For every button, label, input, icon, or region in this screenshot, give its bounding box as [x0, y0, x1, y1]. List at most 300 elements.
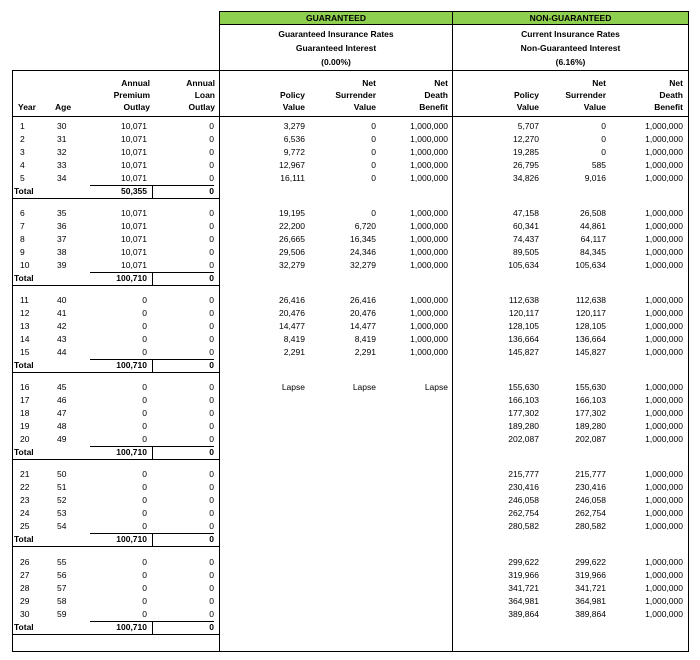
total-divider — [152, 621, 153, 634]
cell-ng-death-benefit: 1,000,000 — [645, 508, 683, 518]
cell-ng-surrender-value: 177,302 — [575, 408, 606, 418]
cell-premium: 10,071 — [121, 160, 147, 170]
cell-ng-policy-value: 202,087 — [508, 434, 539, 444]
cell-ng-policy-value: 189,280 — [508, 421, 539, 431]
cell-premium: 0 — [142, 521, 147, 531]
cell-ng-death-benefit: 1,000,000 — [645, 234, 683, 244]
cell-loan: 0 — [209, 208, 214, 218]
cell-ng-death-benefit: 1,000,000 — [645, 482, 683, 492]
cell-loan: 0 — [209, 221, 214, 231]
total-underline — [12, 459, 220, 460]
cell-loan: 0 — [209, 609, 214, 619]
cell-age: 57 — [57, 583, 67, 593]
cell-g-policy-value: 20,476 — [279, 308, 305, 318]
cell-premium: 10,071 — [121, 247, 147, 257]
cell-year: 4 — [20, 160, 25, 170]
cell-loan: 0 — [209, 557, 214, 567]
cell-ng-policy-value: 246,058 — [508, 495, 539, 505]
cell-year: 18 — [20, 408, 30, 418]
cell-ng-surrender-value: 9,016 — [584, 173, 606, 183]
cell-ng-surrender-value: 202,087 — [575, 434, 606, 444]
total-underline — [12, 546, 220, 547]
cell-ng-death-benefit: 1,000,000 — [645, 408, 683, 418]
col-g-death-2: Death — [424, 90, 448, 100]
cell-age: 35 — [57, 208, 67, 218]
cell-age: 52 — [57, 495, 67, 505]
cell-premium: 0 — [142, 421, 147, 431]
cell-ng-policy-value: 47,158 — [513, 208, 539, 218]
non-guaranteed-interest-rate: (6.16%) — [555, 57, 586, 67]
cell-g-policy-value: 3,279 — [283, 121, 305, 131]
cell-g-surrender-value: 2,291 — [354, 347, 376, 357]
cell-ng-death-benefit: 1,000,000 — [645, 247, 683, 257]
cell-ng-surrender-value: 120,117 — [575, 308, 606, 318]
cell-age: 40 — [57, 295, 67, 305]
cell-loan: 0 — [209, 308, 214, 318]
cell-g-death-benefit: 1,000,000 — [410, 295, 448, 305]
cell-ng-surrender-value: 262,754 — [575, 508, 606, 518]
col-loan-2: Loan — [194, 90, 215, 100]
cell-g-policy-value: 12,967 — [279, 160, 305, 170]
cell-g-death-benefit: Lapse — [424, 382, 448, 392]
col-age: Age — [55, 102, 72, 112]
cell-ng-policy-value: 128,105 — [508, 321, 539, 331]
total-premium: 100,710 — [116, 447, 147, 457]
cell-year: 3 — [20, 147, 25, 157]
cell-loan: 0 — [209, 570, 214, 580]
cell-age: 31 — [57, 134, 67, 144]
cell-year: 15 — [20, 347, 30, 357]
cell-premium: 0 — [142, 495, 147, 505]
cell-ng-death-benefit: 1,000,000 — [645, 395, 683, 405]
cell-ng-death-benefit: 1,000,000 — [645, 134, 683, 144]
cell-ng-surrender-value: 319,966 — [575, 570, 606, 580]
cell-loan: 0 — [209, 395, 214, 405]
cell-ng-policy-value: 341,721 — [508, 583, 539, 593]
cell-ng-policy-value: 155,630 — [508, 382, 539, 392]
total-label: Total — [14, 622, 34, 632]
guaranteed-interest-rate: (0.00%) — [321, 57, 351, 67]
cell-premium: 10,071 — [121, 208, 147, 218]
cell-ng-policy-value: 89,505 — [513, 247, 539, 257]
cell-g-surrender-value: 24,346 — [350, 247, 376, 257]
cell-age: 37 — [57, 234, 67, 244]
cell-ng-policy-value: 19,285 — [513, 147, 539, 157]
cell-ng-death-benefit: 1,000,000 — [645, 609, 683, 619]
col-premium-1: Annual — [121, 78, 150, 88]
cell-g-death-benefit: 1,000,000 — [410, 173, 448, 183]
cell-g-policy-value: 29,506 — [279, 247, 305, 257]
cell-premium: 0 — [142, 395, 147, 405]
cell-age: 51 — [57, 482, 67, 492]
cell-year: 8 — [20, 234, 25, 244]
cell-premium: 0 — [142, 382, 147, 392]
total-premium: 100,710 — [116, 622, 147, 632]
cell-premium: 0 — [142, 570, 147, 580]
total-loan: 0 — [209, 534, 214, 544]
total-premium: 100,710 — [116, 273, 147, 283]
cell-premium: 0 — [142, 295, 147, 305]
cell-loan: 0 — [209, 421, 214, 431]
total-underline — [12, 285, 220, 286]
cell-premium: 0 — [142, 557, 147, 567]
cell-premium: 0 — [142, 508, 147, 518]
cell-g-death-benefit: 1,000,000 — [410, 247, 448, 257]
cell-year: 20 — [20, 434, 30, 444]
cell-year: 11 — [20, 295, 29, 305]
cell-year: 14 — [20, 334, 30, 344]
col-loan-3: Outlay — [188, 102, 215, 112]
cell-g-surrender-value: 0 — [371, 134, 376, 144]
header-separator — [219, 70, 689, 71]
cell-ng-death-benefit: 1,000,000 — [645, 321, 683, 331]
total-divider — [152, 272, 153, 285]
cell-year: 10 — [20, 260, 30, 270]
total-underline — [12, 634, 220, 635]
cell-ng-death-benefit: 1,000,000 — [645, 557, 683, 567]
cell-ng-death-benefit: 1,000,000 — [645, 570, 683, 580]
cell-year: 13 — [20, 321, 30, 331]
non-guaranteed-interest-label: Non-Guaranteed Interest — [520, 43, 621, 53]
cell-g-surrender-value: 0 — [371, 121, 376, 131]
cell-loan: 0 — [209, 260, 214, 270]
cell-age: 46 — [57, 395, 67, 405]
cell-premium: 0 — [142, 408, 147, 418]
cell-ng-surrender-value: 0 — [601, 147, 606, 157]
cell-g-death-benefit: 1,000,000 — [410, 308, 448, 318]
cell-ng-surrender-value: 128,105 — [575, 321, 606, 331]
cell-age: 44 — [57, 347, 67, 357]
cell-g-policy-value: 14,477 — [279, 321, 305, 331]
cell-ng-death-benefit: 1,000,000 — [645, 583, 683, 593]
cell-g-surrender-value: 14,477 — [350, 321, 376, 331]
cell-g-surrender-value: 0 — [371, 147, 376, 157]
cell-loan: 0 — [209, 408, 214, 418]
cell-year: 23 — [20, 495, 30, 505]
cell-ng-policy-value: 120,117 — [508, 308, 539, 318]
cell-loan: 0 — [209, 334, 214, 344]
cell-premium: 10,071 — [121, 121, 147, 131]
cell-premium: 0 — [142, 334, 147, 344]
cell-ng-death-benefit: 1,000,000 — [645, 521, 683, 531]
cell-year: 1 — [20, 121, 25, 131]
cell-age: 32 — [57, 147, 67, 157]
cell-age: 38 — [57, 247, 67, 257]
cell-ng-surrender-value: 84,345 — [580, 247, 606, 257]
cell-ng-death-benefit: 1,000,000 — [645, 334, 683, 344]
cell-age: 59 — [57, 609, 67, 619]
col-ng-death-1: Net — [669, 78, 683, 88]
cell-ng-surrender-value: 0 — [601, 134, 606, 144]
cell-g-death-benefit: 1,000,000 — [410, 208, 448, 218]
col-g-surrender-1: Net — [362, 78, 376, 88]
cell-ng-surrender-value: 44,861 — [580, 221, 606, 231]
col-ng-surrender-2: Surrender — [565, 90, 606, 100]
cell-age: 41 — [57, 308, 67, 318]
cell-year: 27 — [20, 570, 30, 580]
cell-premium: 0 — [142, 434, 147, 444]
col-loan-1: Annual — [186, 78, 215, 88]
col-g-value-1: Policy — [279, 90, 305, 100]
cell-g-policy-value: 16,111 — [280, 173, 305, 183]
cell-g-policy-value: 6,536 — [283, 134, 305, 144]
cell-ng-policy-value: 177,302 — [508, 408, 539, 418]
cell-ng-policy-value: 280,582 — [508, 521, 539, 531]
cell-premium: 0 — [142, 609, 147, 619]
cell-loan: 0 — [209, 382, 214, 392]
cell-g-policy-value: 22,200 — [279, 221, 305, 231]
cell-ng-policy-value: 389,864 — [508, 609, 539, 619]
cell-age: 39 — [57, 260, 67, 270]
cell-g-surrender-value: 8,419 — [354, 334, 376, 344]
cell-loan: 0 — [209, 321, 214, 331]
total-divider — [152, 446, 153, 459]
cell-age: 30 — [57, 121, 67, 131]
guaranteed-interest-label: Guaranteed Interest — [295, 43, 377, 53]
cell-ng-surrender-value: 64,117 — [580, 234, 606, 244]
cell-ng-surrender-value: 280,582 — [575, 521, 606, 531]
col-ng-surrender-3: Value — [583, 102, 606, 112]
cell-ng-death-benefit: 1,000,000 — [645, 295, 683, 305]
cell-ng-death-benefit: 1,000,000 — [645, 596, 683, 606]
cell-ng-policy-value: 364,981 — [508, 596, 539, 606]
cell-ng-death-benefit: 1,000,000 — [645, 208, 683, 218]
cell-loan: 0 — [209, 482, 214, 492]
cell-ng-surrender-value: 341,721 — [575, 583, 606, 593]
total-divider — [152, 359, 153, 372]
cell-ng-policy-value: 215,777 — [508, 469, 539, 479]
cell-ng-death-benefit: 1,000,000 — [645, 147, 683, 157]
total-loan: 0 — [209, 622, 214, 632]
cell-year: 16 — [20, 382, 30, 392]
cell-g-death-benefit: 1,000,000 — [410, 260, 448, 270]
cell-ng-policy-value: 5,707 — [517, 121, 539, 131]
cell-age: 58 — [57, 596, 67, 606]
cell-g-death-benefit: 1,000,000 — [410, 334, 448, 344]
cell-ng-policy-value: 26,795 — [513, 160, 539, 170]
cell-premium: 10,071 — [121, 221, 147, 231]
total-divider — [152, 185, 153, 198]
cell-ng-surrender-value: 585 — [591, 160, 606, 170]
cell-premium: 10,071 — [121, 134, 147, 144]
cell-ng-surrender-value: 389,864 — [575, 609, 606, 619]
cell-ng-surrender-value: 155,630 — [575, 382, 606, 392]
cell-loan: 0 — [209, 347, 214, 357]
cell-g-policy-value: 32,279 — [279, 260, 305, 270]
cell-loan: 0 — [209, 495, 214, 505]
cell-age: 50 — [57, 469, 67, 479]
cell-ng-policy-value: 319,966 — [508, 570, 539, 580]
cell-premium: 0 — [142, 596, 147, 606]
cell-loan: 0 — [209, 469, 214, 479]
total-label: Total — [14, 273, 34, 283]
cell-ng-surrender-value: 364,981 — [575, 596, 606, 606]
cell-ng-surrender-value: 105,634 — [575, 260, 606, 270]
col-ng-value-2: Value — [516, 102, 539, 112]
cell-ng-surrender-value: 166,103 — [575, 395, 606, 405]
cell-year: 6 — [20, 208, 25, 218]
cell-year: 12 — [20, 308, 30, 318]
cell-ng-policy-value: 105,634 — [508, 260, 539, 270]
cell-premium: 10,071 — [121, 234, 147, 244]
cell-ng-surrender-value: 246,058 — [575, 495, 606, 505]
cell-loan: 0 — [209, 434, 214, 444]
cell-ng-death-benefit: 1,000,000 — [645, 121, 683, 131]
cell-ng-policy-value: 12,270 — [513, 134, 539, 144]
cell-ng-death-benefit: 1,000,000 — [645, 347, 683, 357]
column-header-underline — [12, 116, 689, 117]
cell-age: 48 — [57, 421, 67, 431]
cell-year: 9 — [20, 247, 25, 257]
cell-g-surrender-value: 20,476 — [350, 308, 376, 318]
col-year: Year — [18, 102, 36, 112]
cell-year: 25 — [20, 521, 30, 531]
cell-year: 2 — [20, 134, 25, 144]
cell-g-death-benefit: 1,000,000 — [410, 147, 448, 157]
total-underline — [12, 198, 220, 199]
cell-ng-death-benefit: 1,000,000 — [645, 160, 683, 170]
cell-g-death-benefit: 1,000,000 — [410, 121, 448, 131]
non-guaranteed-rates-label: Current Insurance Rates — [521, 29, 620, 39]
cell-ng-policy-value: 34,826 — [513, 173, 539, 183]
col-premium-3: Outlay — [123, 102, 150, 112]
cell-ng-surrender-value: 189,280 — [575, 421, 606, 431]
cell-age: 56 — [57, 570, 67, 580]
cell-year: 7 — [20, 221, 25, 231]
cell-ng-policy-value: 60,341 — [513, 221, 539, 231]
cell-ng-surrender-value: 26,508 — [580, 208, 606, 218]
cell-loan: 0 — [209, 121, 214, 131]
cell-g-surrender-value: 32,279 — [350, 260, 376, 270]
cell-ng-surrender-value: 215,777 — [575, 469, 606, 479]
col-premium-2: Premium — [113, 90, 150, 100]
cell-premium: 0 — [142, 321, 147, 331]
cell-age: 55 — [57, 557, 67, 567]
cell-year: 28 — [20, 583, 30, 593]
col-g-surrender-3: Value — [353, 102, 376, 112]
cell-g-policy-value: 2,291 — [283, 347, 305, 357]
cell-g-death-benefit: 1,000,000 — [410, 221, 448, 231]
cell-loan: 0 — [209, 234, 214, 244]
cell-premium: 10,071 — [121, 260, 147, 270]
cell-loan: 0 — [209, 247, 214, 257]
total-label: Total — [14, 360, 34, 370]
cell-ng-death-benefit: 1,000,000 — [645, 382, 683, 392]
total-divider — [152, 533, 153, 546]
total-underline — [12, 372, 220, 373]
col-ng-value-1: Policy — [513, 90, 539, 100]
cell-age: 54 — [57, 521, 67, 531]
cell-ng-surrender-value: 112,638 — [575, 295, 606, 305]
cell-ng-surrender-value: 230,416 — [575, 482, 606, 492]
cell-ng-death-benefit: 1,000,000 — [645, 260, 683, 270]
cell-ng-policy-value: 112,638 — [508, 295, 539, 305]
cell-g-surrender-value: 0 — [371, 160, 376, 170]
cell-ng-policy-value: 166,103 — [508, 395, 539, 405]
cell-g-policy-value: 9,772 — [283, 147, 305, 157]
cell-ng-surrender-value: 136,664 — [575, 334, 606, 344]
cell-year: 29 — [20, 596, 30, 606]
cell-g-policy-value: 26,416 — [279, 295, 305, 305]
cell-g-policy-value: 8,419 — [283, 334, 305, 344]
cell-loan: 0 — [209, 508, 214, 518]
cell-premium: 0 — [142, 469, 147, 479]
cell-premium: 10,071 — [121, 147, 147, 157]
cell-ng-policy-value: 136,664 — [508, 334, 539, 344]
cell-g-death-benefit: 1,000,000 — [410, 321, 448, 331]
col-ng-surrender-1: Net — [592, 78, 606, 88]
cell-age: 34 — [57, 173, 67, 183]
non-guaranteed-band: NON-GUARANTEED — [452, 11, 689, 25]
cell-g-death-benefit: 1,000,000 — [410, 160, 448, 170]
cell-ng-surrender-value: 299,622 — [575, 557, 606, 567]
cell-year: 19 — [20, 421, 30, 431]
cell-g-policy-value: Lapse — [281, 382, 305, 392]
cell-g-surrender-value: Lapse — [352, 382, 376, 392]
cell-g-surrender-value: 16,345 — [350, 234, 376, 244]
total-loan: 0 — [209, 273, 214, 283]
cell-g-surrender-value: 0 — [371, 208, 376, 218]
cell-age: 42 — [57, 321, 67, 331]
cell-loan: 0 — [209, 147, 214, 157]
cell-ng-death-benefit: 1,000,000 — [645, 495, 683, 505]
cell-premium: 0 — [142, 482, 147, 492]
cell-loan: 0 — [209, 173, 214, 183]
guaranteed-rates-label: Guaranteed Insurance Rates — [278, 29, 394, 39]
cell-age: 43 — [57, 334, 67, 344]
cell-year: 21 — [20, 469, 30, 479]
cell-ng-death-benefit: 1,000,000 — [645, 421, 683, 431]
total-label: Total — [14, 534, 34, 544]
cell-age: 49 — [57, 434, 67, 444]
col-g-value-2: Value — [282, 102, 305, 112]
total-premium: 100,710 — [116, 360, 147, 370]
cell-ng-policy-value: 299,622 — [508, 557, 539, 567]
cell-age: 45 — [57, 382, 67, 392]
cell-ng-death-benefit: 1,000,000 — [645, 308, 683, 318]
cell-ng-death-benefit: 1,000,000 — [645, 221, 683, 231]
cell-loan: 0 — [209, 160, 214, 170]
cell-g-death-benefit: 1,000,000 — [410, 234, 448, 244]
col-g-death-3: Benefit — [419, 102, 448, 112]
cell-year: 30 — [20, 609, 30, 619]
cell-age: 36 — [57, 221, 67, 231]
total-premium: 50,355 — [121, 186, 147, 196]
cell-year: 17 — [20, 395, 30, 405]
cell-ng-death-benefit: 1,000,000 — [645, 173, 683, 183]
cell-loan: 0 — [209, 134, 214, 144]
total-label: Total — [14, 447, 34, 457]
cell-loan: 0 — [209, 596, 214, 606]
col-g-death-1: Net — [434, 78, 448, 88]
cell-ng-death-benefit: 1,000,000 — [645, 469, 683, 479]
cell-premium: 0 — [142, 308, 147, 318]
cell-ng-policy-value: 74,437 — [513, 234, 539, 244]
cell-g-death-benefit: 1,000,000 — [410, 347, 448, 357]
cell-ng-policy-value: 262,754 — [508, 508, 539, 518]
col-g-surrender-2: Surrender — [335, 90, 376, 100]
total-loan: 0 — [209, 360, 214, 370]
cell-age: 33 — [57, 160, 67, 170]
cell-age: 47 — [57, 408, 67, 418]
cell-ng-surrender-value: 0 — [601, 121, 606, 131]
cell-g-policy-value: 26,665 — [279, 234, 305, 244]
cell-ng-death-benefit: 1,000,000 — [645, 434, 683, 444]
cell-year: 24 — [20, 508, 30, 518]
total-loan: 0 — [209, 447, 214, 457]
cell-loan: 0 — [209, 295, 214, 305]
total-premium: 100,710 — [116, 534, 147, 544]
